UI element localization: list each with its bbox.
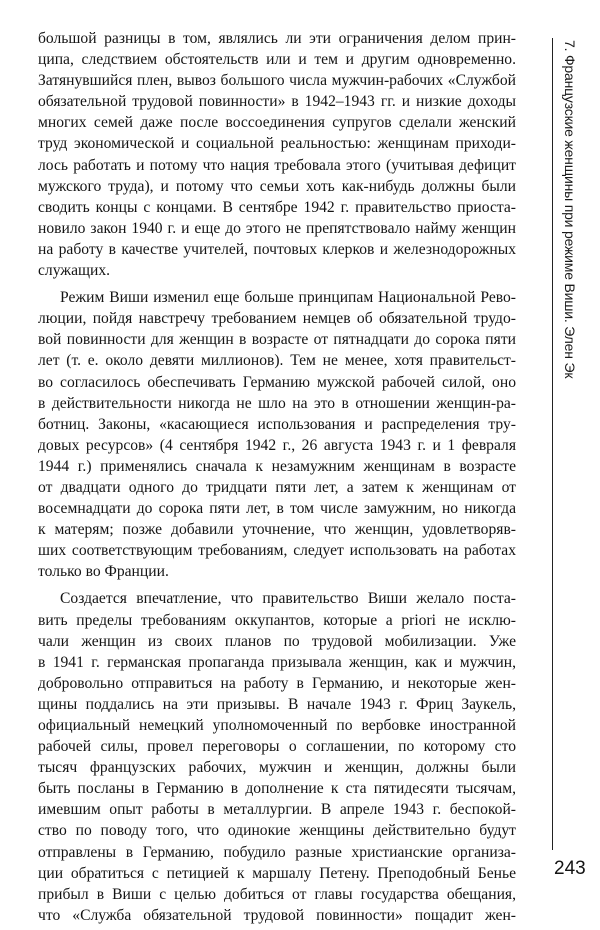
text-line: Режим Виши изменил еще больше принципам Национальной Рево- bbox=[60, 289, 516, 307]
page-number: 243 bbox=[554, 858, 586, 879]
text-line: быть посланы в Германию в дополнение к ста пятидесяти тысячам, bbox=[38, 780, 516, 798]
paragraph-2 bbox=[38, 287, 516, 582]
text-line: щины поддались на эти призывы. В начале 1943 г. Фриц Заукель, bbox=[38, 695, 516, 713]
body-text bbox=[38, 28, 516, 930]
text-line: Затянувшийся плен, вывоз большого числа мужчин-рабочих «Службой bbox=[38, 72, 516, 90]
text-line: ботниц. Законы, «касающиеся использования и распределения тру- bbox=[38, 415, 516, 433]
text-line: 1944 г.) применялись сначала к незамужним женщинам в возрасте bbox=[38, 457, 516, 475]
text-line: служащих. bbox=[38, 262, 111, 280]
text-line: во согласилось обеспечивать Германию мужской рабочей силой, оно bbox=[38, 373, 516, 391]
text-line: вой повинности для женщин в возрасте от пятнадцати до сорока пяти bbox=[38, 331, 516, 349]
text-line: к матерям; позже добавили уточнение, что женщин, удовлетворяв- bbox=[38, 521, 516, 539]
text-line: ство по поводу того, что одинокие женщины действительно будут bbox=[38, 822, 516, 840]
text-line: что «Служба обязательной трудовой повинности» пощадит жен- bbox=[38, 906, 516, 924]
text-line: обязательной трудовой повинности» в 1942–1943 гг. и низкие доходы bbox=[38, 93, 516, 111]
text-line: Создается впечатление, что правительство Виши желало поста- bbox=[60, 590, 516, 608]
text-line: чали женщин из своих планов по трудовой мобилизации. Уже bbox=[38, 632, 516, 650]
text-line: тысяч французских рабочих, мужчин и женщин, должны были bbox=[38, 759, 516, 777]
text-line: рабочей силы, провел переговоры о соглашении, по которому сто bbox=[38, 738, 516, 756]
text-line: труд экономической и социальной реальностью: женщинам приходи- bbox=[38, 135, 516, 153]
text-line: от двадцати одного до тридцати пяти лет, а затем к женщинам от bbox=[38, 478, 516, 496]
text-line: только во Франции. bbox=[38, 563, 169, 581]
text-line: в действительности никогда не шло на это в отношении женщин-ра- bbox=[38, 394, 516, 412]
text-line: вить пределы требованиям оккупантов, которые а priori не исклю- bbox=[38, 611, 516, 629]
running-header: 7. Французские женщины при режиме Виши. Элен Эк bbox=[562, 40, 578, 379]
text-line: мужского труда), и потому что семьи хоть как-нибудь должны были bbox=[38, 177, 516, 195]
text-line: официальный немецкий уполномоченный по вербовке иностранной bbox=[38, 717, 516, 734]
text-line: ципа, следствием обстоятельств или и тем и другим одновременно. bbox=[38, 51, 516, 69]
text-line: имевшим опыт работы в металлургии. В апреле 1943 г. беспокой- bbox=[38, 801, 516, 819]
text-line: лет (т. е. около девяти миллионов). Тем не менее, хотя правительст- bbox=[38, 352, 516, 370]
text-line: сводить концы с концами. В сентябре 1942 г. правительство приоста- bbox=[38, 198, 516, 216]
text-line: лось работать и потому что нация требовала этого (учитывая дефицит bbox=[38, 156, 516, 174]
paragraph-1 bbox=[38, 28, 516, 281]
text-line: люции, пойдя навстречу требованием немцев об обязательной трудо- bbox=[38, 310, 516, 328]
text-line: большой разницы в том, являлись ли эти ограничения делом прин- bbox=[38, 30, 516, 47]
text-line: на работу в качестве учителей, почтовых клерков и железнодорожных bbox=[38, 240, 516, 258]
paragraph-3 bbox=[38, 588, 516, 926]
text-line: отправлены в Германию, побудило разные христианские организа- bbox=[38, 843, 516, 861]
text-line: многих семей даже после воссоединения супругов сделали женский bbox=[38, 114, 516, 132]
margin-rule bbox=[552, 38, 553, 850]
text-line: прибыл в Виши с целью добиться от главы государства обещания, bbox=[38, 885, 516, 903]
text-line: ших соответствующим требованиям, следует использовать на работах bbox=[38, 542, 516, 560]
text-line: новило закон 1940 г. и еще до этого не препятствовало найму женщин bbox=[38, 219, 516, 237]
text-line: ции обратиться с петицией к маршалу Петену. Преподобный Бенье bbox=[38, 864, 516, 882]
text-line: в 1941 г. германская пропаганда призывала женщин, как и мужчин, bbox=[38, 653, 516, 671]
text-line: добровольно отправиться на работу в Германию, и некоторые жен- bbox=[38, 674, 516, 692]
text-line: восемнадцати до сорока пяти лет, в том числе замужним, но никогда bbox=[38, 500, 516, 518]
text-line: довых ресурсов» (4 сентября 1942 г., 26 августа 1943 г. и 1 февраля bbox=[38, 436, 516, 454]
